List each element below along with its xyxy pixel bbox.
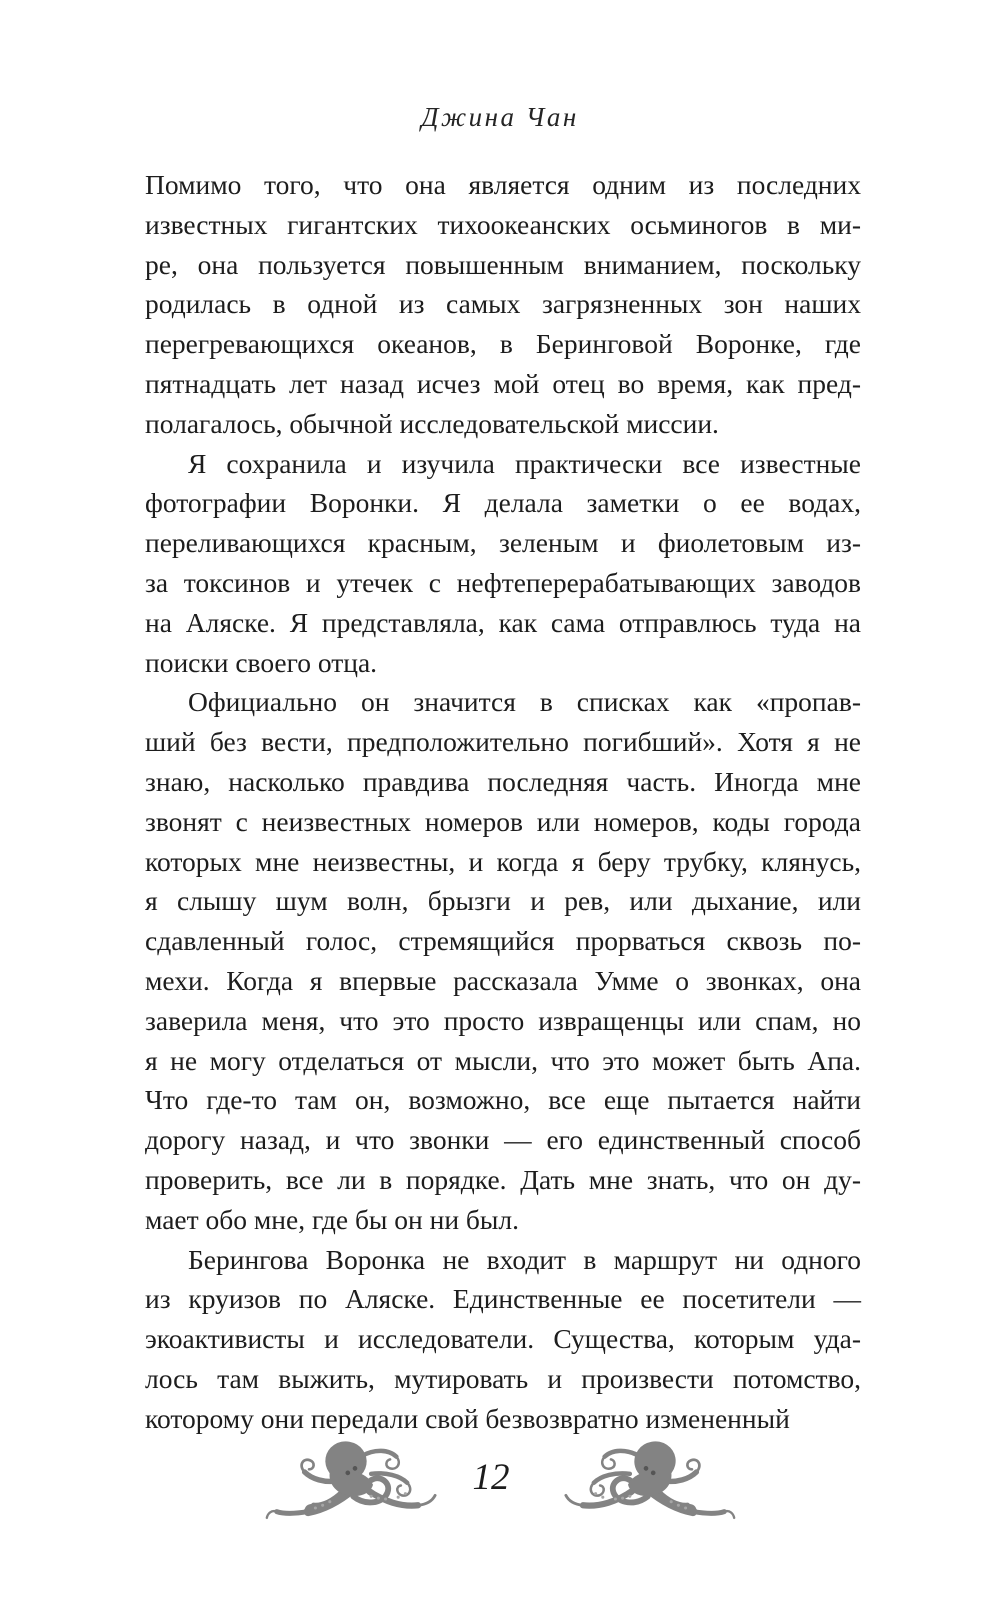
text-line: за токсинов и утечек с нефтеперерабатывающих заводов: [145, 566, 861, 598]
text-line: экоактивисты и исследователи. Существа, которым уда-: [145, 1323, 861, 1355]
text-line: переливающихся красным, зеленым и фиолетовым из-: [145, 527, 861, 559]
text-line: Берингова Воронка не входит в маршрут ни одного: [188, 1243, 861, 1275]
text-line: звонят с неизвестных номеров или номеров, коды города: [145, 805, 861, 837]
text-line: мехи. Когда я впервые рассказала Умме о звонках, она: [145, 964, 861, 996]
text-line: проверить, все ли в порядке. Дать мне знать, что он ду-: [145, 1163, 861, 1195]
body-text: [145, 165, 861, 1439]
page-number: 12: [472, 1456, 510, 1498]
text-line: сдавленный голос, стремящийся прорваться сквозь по-: [145, 925, 861, 957]
text-line: полагалось, обычной исследовательской миссии.: [145, 407, 719, 439]
text-line: из круизов по Аляске. Единственные ее посетители —: [145, 1283, 861, 1315]
text-line: Официально он значится в списках как «пропав-: [188, 686, 861, 718]
text-line: лось там выжить, мутировать и произвести потомство,: [145, 1362, 861, 1394]
text-line: я не могу отделаться от мысли, что это может быть Апа.: [145, 1044, 861, 1076]
text-line: на Аляске. Я представляла, как сама отправлюсь туда на: [145, 606, 861, 638]
paragraph: [145, 682, 861, 1239]
paragraph: [145, 444, 861, 683]
page-footer: [0, 1436, 1000, 1526]
text-line: известных гигантских тихоокеанских осьминогов в ми-: [145, 208, 861, 240]
text-line: мает обо мне, где бы он ни был.: [145, 1203, 520, 1235]
text-line: которых мне неизвестны, и когда я беру трубку, клянусь,: [145, 845, 861, 877]
text-line: ший без вести, предположительно погибший». Хотя я не: [145, 726, 861, 758]
octopus-ornament-left-icon: [265, 1436, 445, 1526]
paragraph: [145, 1240, 861, 1439]
text-line: дорогу назад, и что звонки — его единственный способ: [145, 1124, 861, 1156]
text-line: я слышу шум волн, брызги и рев, или дыхание, или: [145, 885, 861, 917]
running-head-author: Джина Чан: [421, 102, 579, 132]
paragraph: [145, 165, 861, 444]
text-line: Что где-то там он, возможно, все еще пытается найти: [145, 1084, 861, 1116]
text-line: заверила меня, что это просто извращенцы или спам, но: [145, 1004, 861, 1036]
text-line: поиски своего отца.: [145, 646, 378, 678]
text-line: которому они передали свой безвозвратно измененный: [145, 1402, 790, 1434]
text-line: родилась в одной из самых загрязненных зон наших: [145, 288, 861, 320]
text-line: пятнадцать лет назад исчез мой отец во время, как пред-: [145, 367, 861, 399]
text-line: знаю, насколько правдива последняя часть. Иногда мне: [145, 765, 861, 797]
text-line: Помимо того, что она является одним из последних: [145, 169, 861, 200]
text-line: фотографии Воронки. Я делала заметки о ее водах,: [145, 487, 861, 519]
text-line: Я сохранила и изучила практически все известные: [188, 447, 861, 479]
text-line: ре, она пользуется повышенным вниманием, поскольку: [145, 248, 861, 280]
text-line: перегревающихся океанов, в Беринговой Воронке, где: [145, 328, 861, 360]
octopus-ornament-right-icon: [556, 1436, 736, 1526]
